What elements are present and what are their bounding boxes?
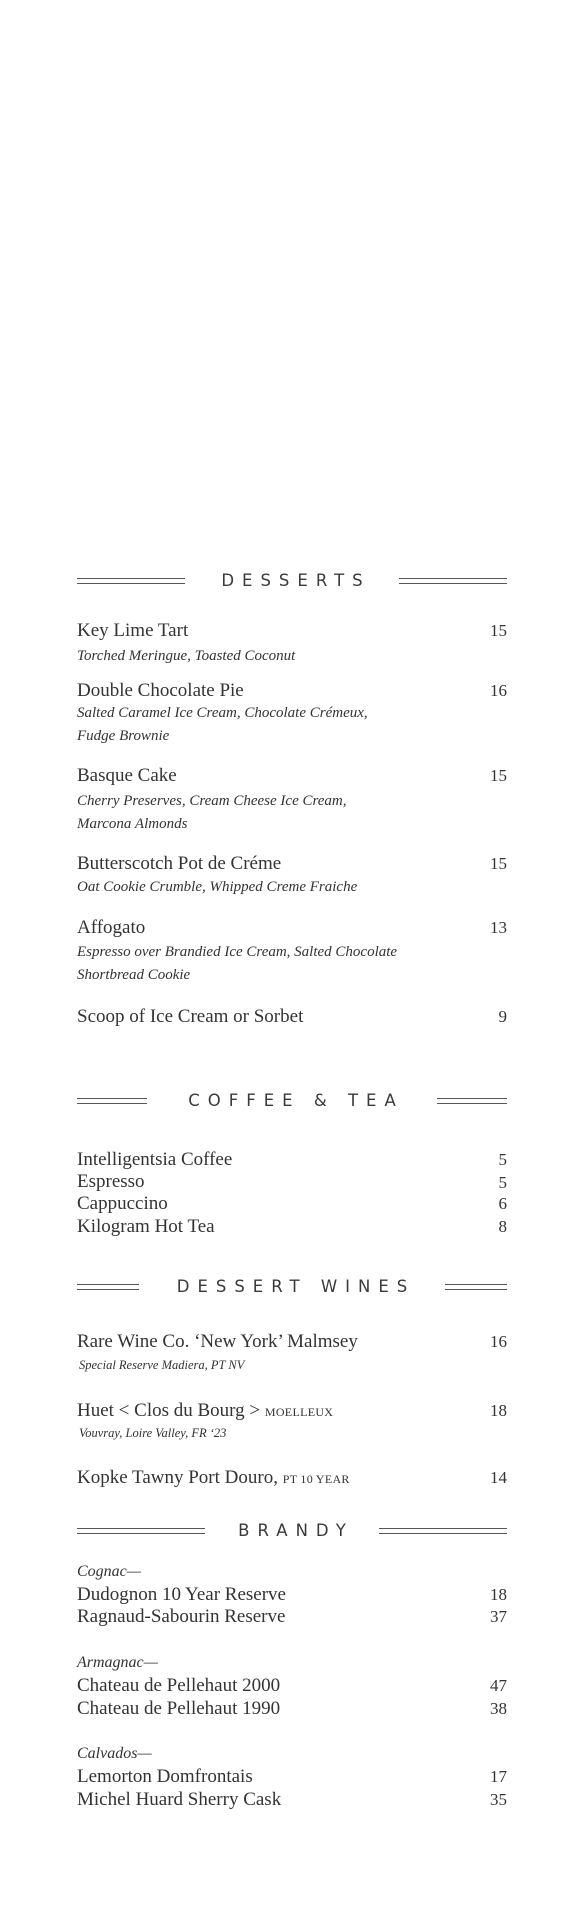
coffee-title: COFFEE & TEA bbox=[188, 1091, 404, 1110]
brandy-item-name: Lemorton Domfrontais bbox=[77, 1766, 253, 1787]
coffee-header bbox=[77, 1092, 507, 1112]
header-rule-right bbox=[437, 1098, 507, 1104]
wines-header bbox=[77, 1278, 507, 1298]
dessert-item-desc: Marcona Almonds bbox=[77, 816, 188, 832]
dessert-item-name: Scoop of Ice Cream or Sorbet bbox=[77, 1006, 304, 1027]
dessert-item-price: 15 bbox=[490, 766, 507, 785]
coffee-item-price: 5 bbox=[498, 1173, 507, 1192]
wine-style-label: MOELLEUX bbox=[264, 1405, 334, 1419]
dessert-item-price: 9 bbox=[498, 1007, 507, 1026]
dessert-item-desc: Cherry Preserves, Cream Cheese Ice Cream, bbox=[77, 793, 347, 809]
wine-item-name: Huet < Clos du Bourg > MOELLEUX bbox=[77, 1400, 334, 1421]
dessert-item-price: 15 bbox=[490, 621, 507, 640]
header-rule-right bbox=[379, 1528, 507, 1534]
coffee-item-price: 8 bbox=[498, 1217, 507, 1236]
dessert-item-name: Double Chocolate Pie bbox=[77, 680, 244, 701]
dessert-item-name: Butterscotch Pot de Créme bbox=[77, 853, 282, 874]
brandy-category-label: Armagnac— bbox=[77, 1654, 158, 1671]
dessert-item-desc: Fudge Brownie bbox=[77, 728, 170, 744]
brandy-item-price: 37 bbox=[490, 1607, 507, 1626]
dessert-item-name: Basque Cake bbox=[77, 765, 177, 786]
coffee-item-name: Cappuccino bbox=[77, 1193, 168, 1214]
brandy-item-name: Chateau de Pellehaut 1990 bbox=[77, 1698, 281, 1719]
wine-item-price: 16 bbox=[490, 1332, 507, 1351]
brandy-title: BRANDY bbox=[238, 1521, 354, 1540]
coffee-item-name: Kilogram Hot Tea bbox=[77, 1216, 215, 1237]
wine-item-name: Rare Wine Co. ‘New York’ Malmsey bbox=[77, 1331, 358, 1352]
header-rule-right bbox=[445, 1284, 507, 1290]
brandy-item-price: 35 bbox=[490, 1790, 507, 1809]
brandy-header bbox=[77, 1522, 507, 1542]
brandy-item-name: Ragnaud-Sabourin Reserve bbox=[77, 1606, 286, 1627]
dessert-item-name: Key Lime Tart bbox=[77, 620, 189, 641]
coffee-item-name: Intelligentsia Coffee bbox=[77, 1149, 233, 1170]
brandy-item-name: Chateau de Pellehaut 2000 bbox=[77, 1675, 281, 1696]
desserts-header bbox=[77, 572, 507, 592]
brandy-item-price: 17 bbox=[490, 1767, 507, 1786]
coffee-item-name: Espresso bbox=[77, 1171, 145, 1192]
brandy-item-price: 18 bbox=[490, 1585, 507, 1604]
wine-item-price: 14 bbox=[490, 1468, 507, 1487]
dessert-item-price: 13 bbox=[490, 918, 507, 937]
dessert-item-price: 15 bbox=[490, 854, 507, 873]
dessert-item-desc: Torched Meringue, Toasted Coconut bbox=[77, 648, 296, 664]
wine-style-label: PT 10 YEAR bbox=[282, 1472, 350, 1486]
brandy-category-label: Cognac— bbox=[77, 1563, 141, 1580]
coffee-item-price: 6 bbox=[498, 1194, 507, 1213]
wine-item-price: 18 bbox=[490, 1401, 507, 1420]
dessert-item-price: 16 bbox=[490, 681, 507, 700]
brandy-item-price: 47 bbox=[490, 1676, 507, 1695]
dessert-item-desc: Salted Caramel Ice Cream, Chocolate Crémeux, bbox=[77, 705, 368, 721]
desserts-title: DESSERTS bbox=[221, 571, 371, 590]
dessert-item-desc: Shortbread Cookie bbox=[77, 967, 191, 983]
header-rule-right bbox=[399, 578, 507, 584]
brandy-item-name: Michel Huard Sherry Cask bbox=[77, 1789, 282, 1810]
brandy-category-label: Calvados— bbox=[77, 1745, 152, 1762]
dessert-item-desc: Oat Cookie Crumble, Whipped Creme Fraiche bbox=[77, 879, 358, 895]
wine-item-desc: Vouvray, Loire Valley, FR ‘23 bbox=[79, 1426, 227, 1440]
brandy-item-name: Dudognon 10 Year Reserve bbox=[77, 1584, 286, 1605]
wines-title: DESSERT WINES bbox=[176, 1277, 416, 1296]
dessert-item-desc: Espresso over Brandied Ice Cream, Salted Chocolate bbox=[77, 944, 398, 960]
wine-item-desc: Special Reserve Madiera, PT NV bbox=[79, 1358, 245, 1372]
dessert-item-name: Affogato bbox=[77, 917, 146, 938]
coffee-item-price: 5 bbox=[498, 1150, 507, 1169]
brandy-item-price: 38 bbox=[490, 1699, 507, 1718]
wine-item-name: Kopke Tawny Port Douro, PT 10 YEAR bbox=[77, 1467, 350, 1488]
